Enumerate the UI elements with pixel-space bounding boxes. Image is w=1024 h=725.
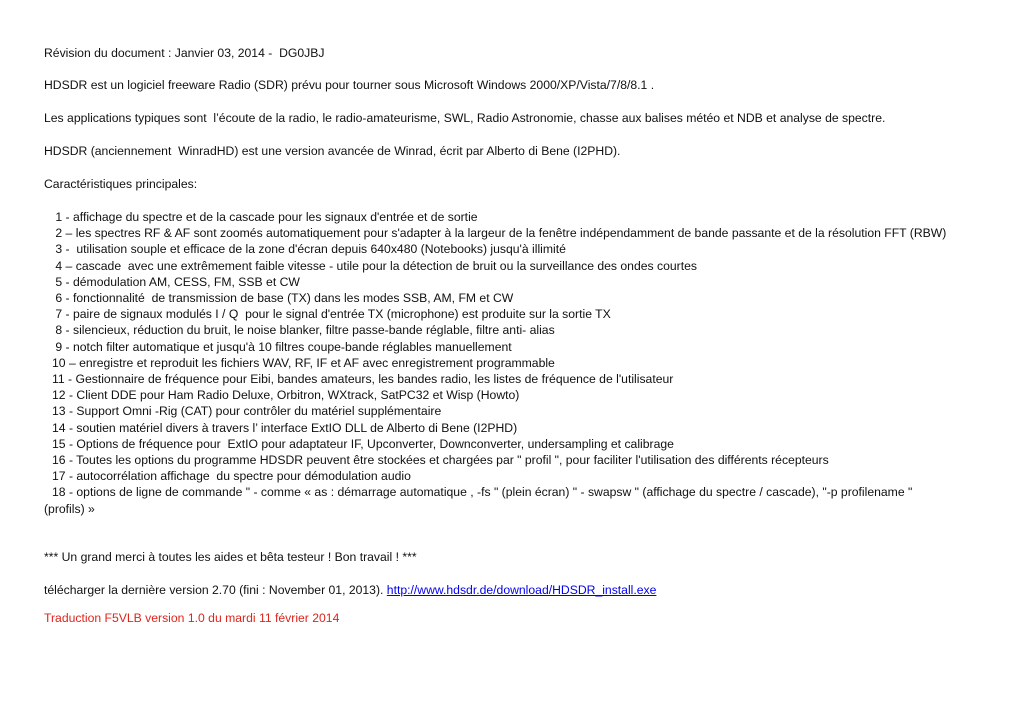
feature-item: 6 - fonctionnalité de transmission de base (TX) dans les modes SSB, AM, FM et CW bbox=[52, 291, 514, 306]
feature-item: 18 - options de ligne de commande " - comme « as : démarrage automatique , -fs " (plein écran) " - swapsw " (affichage du spectre / cascade), "-p profilename " bbox=[52, 485, 913, 500]
feature-item: 4 – cascade avec une extrêmement faible vitesse - utile pour la détection de bruit ou la surveillance des ondes courtes bbox=[52, 258, 697, 273]
download-link[interactable]: http://www.hdsdr.de/download/HDSDR_install.exe bbox=[386, 582, 657, 597]
feature-item: 2 – les spectres RF & AF sont zoomés automatiquement pour s'adapter à la largeur de la fenêtre indépendamment de bande passante et de la résolution FFT (RBW) bbox=[52, 226, 947, 241]
feature-item: 12 - Client DDE pour Ham Radio Deluxe, Orbitron, WXtrack, SatPC32 et Wisp (Howto) bbox=[52, 388, 520, 403]
translation-credit: Traduction F5VLB version 1.0 du mardi 11 février 2014 bbox=[44, 610, 340, 625]
feature-item: 14 - soutien matériel divers à travers l’ interface ExtIO DLL de Alberto di Bene (I2PHD) bbox=[52, 420, 518, 435]
download-text: télécharger la dernière version 2.70 (fini : November 01, 2013). bbox=[44, 582, 387, 597]
feature-item: 10 – enregistre et reproduit les fichiers WAV, RF, IF et AF avec enregistrement programmable bbox=[52, 355, 555, 370]
feature-item: 7 - paire de signaux modulés I / Q pour le signal d'entrée TX (microphone) est produite sur la sortie TX bbox=[52, 307, 611, 322]
feature-item-continuation: (profils) » bbox=[44, 501, 95, 516]
applications-paragraph: Les applications typiques sont l’écoute de la radio, le radio-amateurisme, SWL, Radio Astronomie, chasse aux balises météo et NDB et analyse de spectre. bbox=[44, 111, 886, 125]
feature-item: 15 - Options de fréquence pour ExtIO pour adaptateur IF, Upconverter, Downconverter, undersampling et calibrage bbox=[52, 436, 674, 451]
features-heading: Caractéristiques principales: bbox=[44, 177, 198, 191]
download-line bbox=[44, 582, 964, 598]
feature-item: 16 - Toutes les options du programme HDSDR peuvent être stockées et chargées par " profil ", pour faciliter l'utilisation des différents récepteurs bbox=[52, 453, 829, 468]
feature-item: 8 - silencieux, réduction du bruit, le noise blanker, filtre passe-bande réglable, filtre anti- alias bbox=[52, 323, 555, 338]
feature-item: 5 - démodulation AM, CESS, FM, SSB et CW bbox=[52, 274, 300, 289]
thanks-line: *** Un grand merci à toutes les aides et bêta testeur ! Bon travail ! *** bbox=[44, 549, 417, 564]
history-paragraph: HDSDR (anciennement WinradHD) est une version avancée de Winrad, écrit par Alberto di Bene (I2PHD). bbox=[44, 144, 621, 158]
feature-item: 11 - Gestionnaire de fréquence pour Eibi, bandes amateurs, les bandes radio, les listes de fréquence de l'utilisateur bbox=[52, 372, 674, 387]
feature-item: 9 - notch filter automatique et jusqu'à 10 filtres coupe-bande réglables manuellement bbox=[52, 339, 512, 354]
revision-line: Révision du document : Janvier 03, 2014 - DG0JBJ bbox=[44, 46, 325, 60]
feature-item: 13 - Support Omni -Rig (CAT) pour contrôler du matériel supplémentaire bbox=[52, 404, 442, 419]
feature-item: 1 - affichage du spectre et de la cascade pour les signaux d'entrée et de sortie bbox=[52, 210, 478, 224]
features-list bbox=[44, 209, 964, 517]
intro-paragraph: HDSDR est un logiciel freeware Radio (SDR) prévu pour tourner sous Microsoft Windows 2000/XP/Vista/7/8/8.1 . bbox=[44, 78, 655, 92]
feature-item: 3 - utilisation souple et efficace de la zone d'écran depuis 640x480 (Notebooks) jusqu'à illimité bbox=[52, 242, 566, 257]
feature-item: 17 - autocorrélation affichage du spectre pour démodulation audio bbox=[52, 469, 411, 484]
